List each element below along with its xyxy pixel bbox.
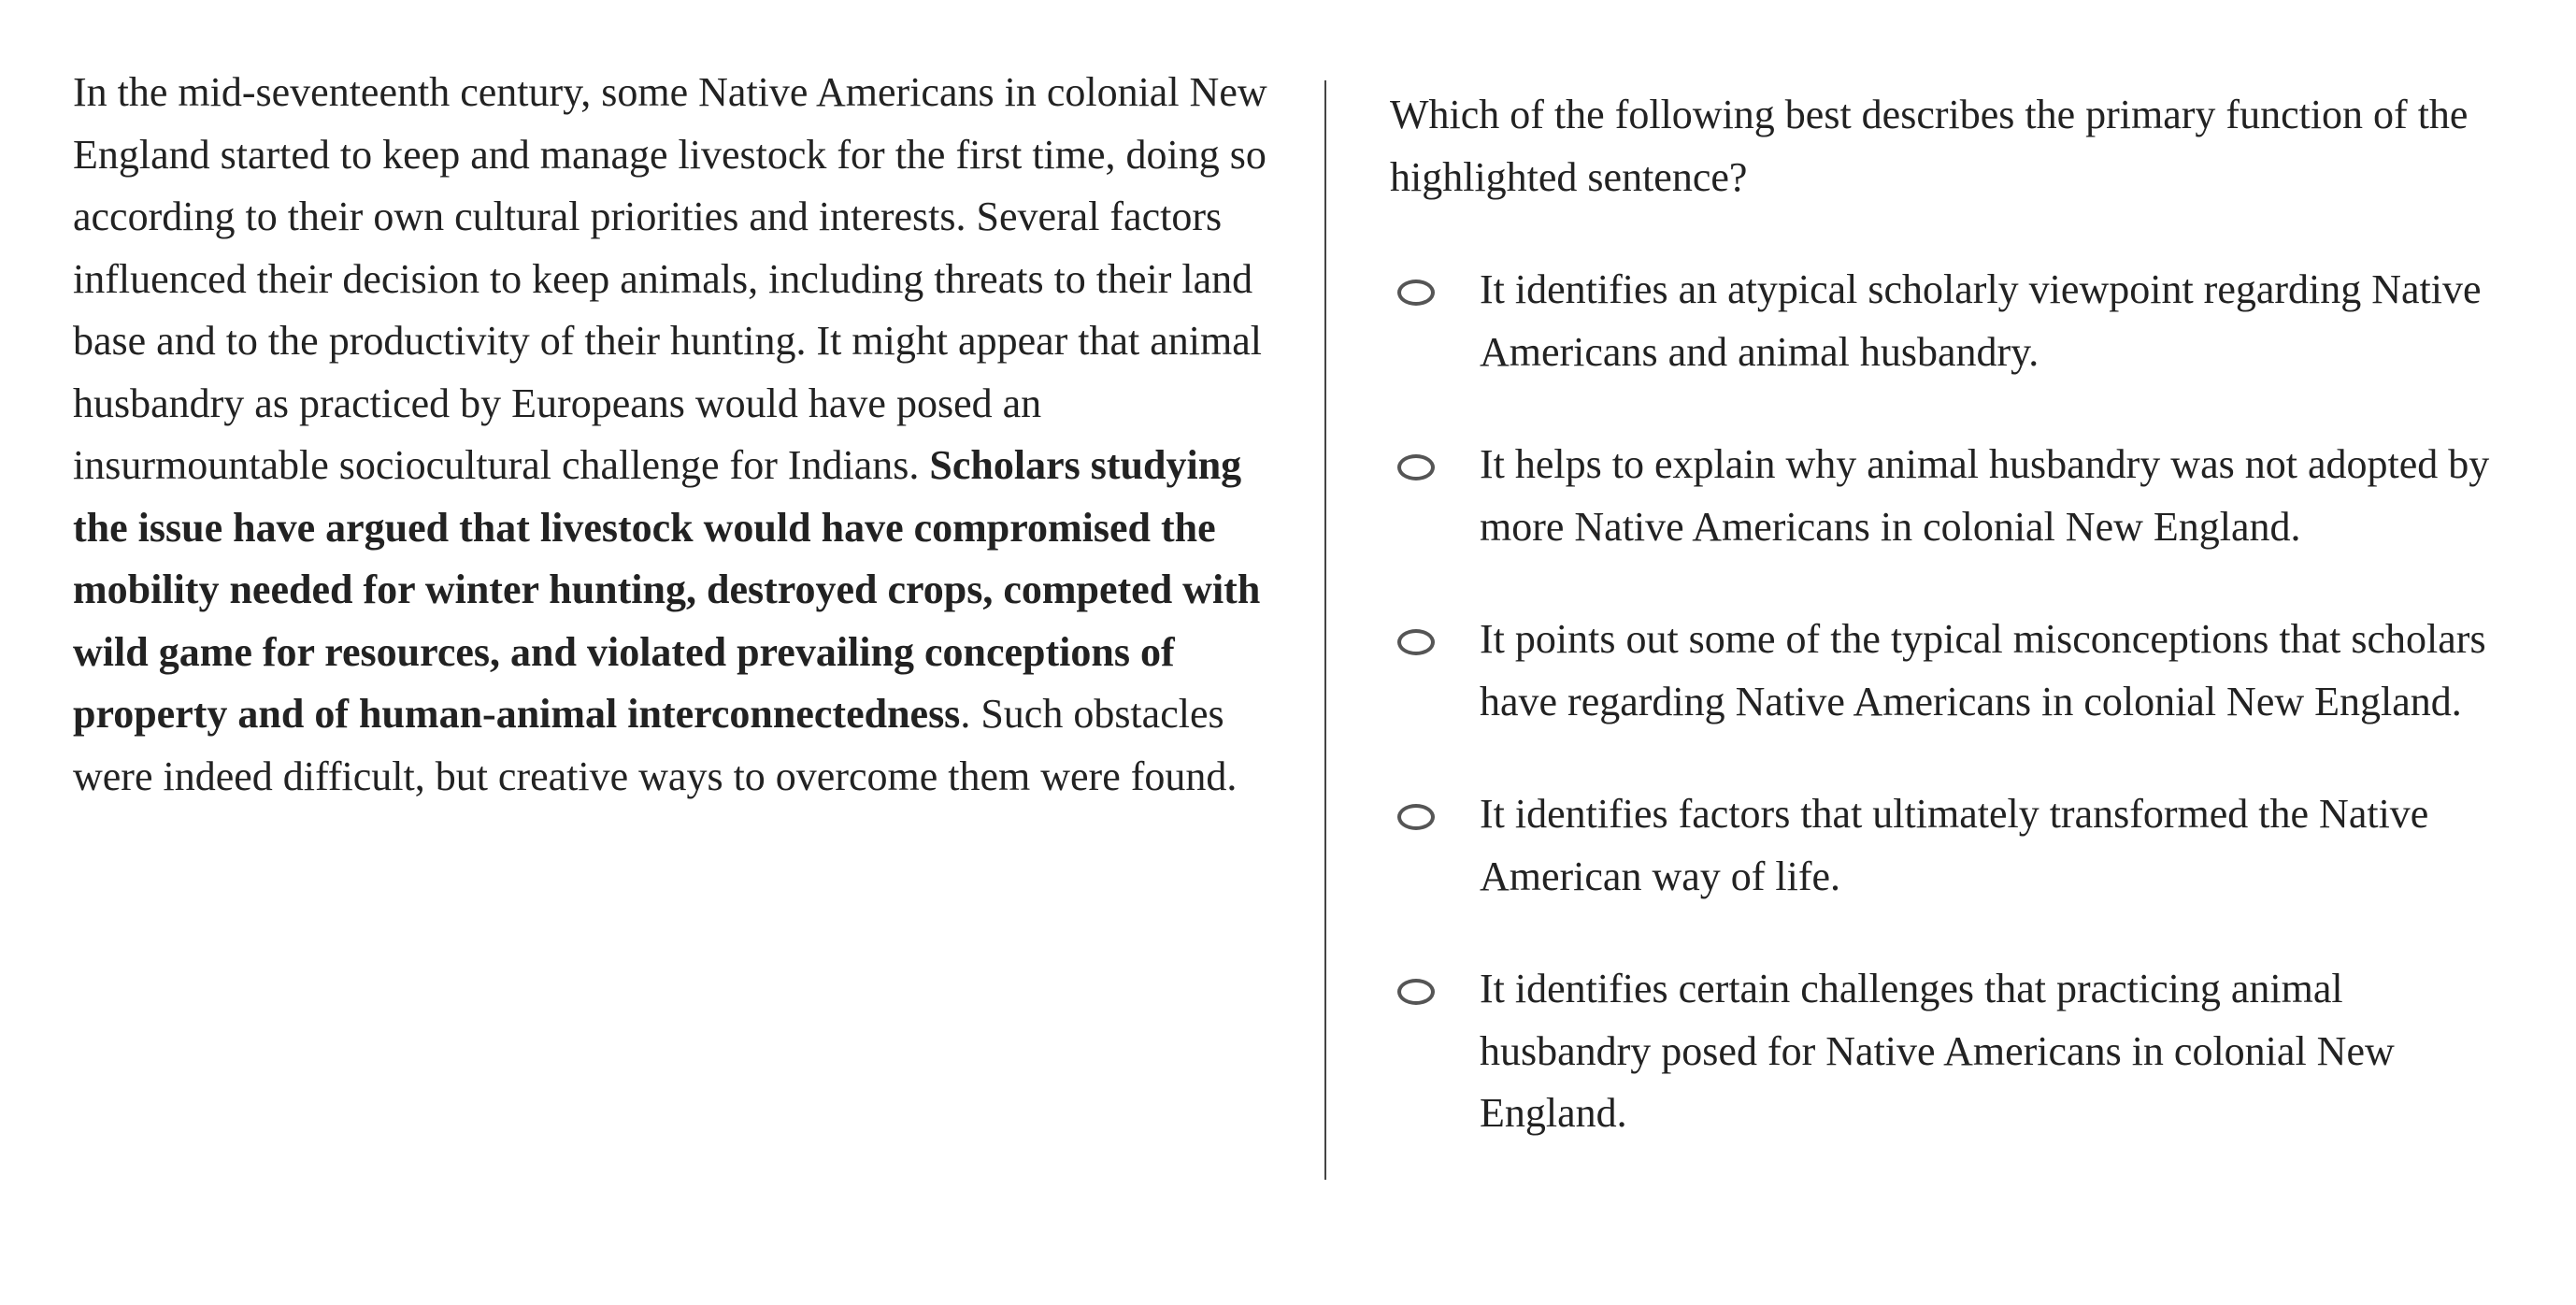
question-pane <box>1390 84 2530 1196</box>
pane-divider <box>1324 80 1326 1180</box>
answer-choice-text: It helps to explain why animal husbandry was not adopted by more Native Americans in colonial New England. <box>1480 441 2490 550</box>
answer-choice-d[interactable] <box>1390 783 2530 908</box>
answer-choice-text: It identifies certain challenges that practicing animal husbandry posed for Native Americans in colonial New England. <box>1480 966 2395 1136</box>
answer-choice-b[interactable] <box>1390 434 2530 558</box>
passage-intro-text: In the mid-seventeenth century, some Native Americans in colonial New England started to keep and manage livestock for the first time, doing so according to their own cultural priorities and interests. Several factors influenced their decision to keep animals, including threats to their land base and to the productivity of their hunting. It might appear that animal husbandry as practiced by Europeans would have posed an insurmountable sociocultural challenge for Indians. <box>73 69 1267 488</box>
answer-choice-text: It identifies an atypical scholarly viewpoint regarding Native Americans and animal husbandry. <box>1480 266 2482 375</box>
passage-paragraph <box>73 62 1279 808</box>
radio-button-icon[interactable] <box>1397 629 1435 655</box>
answer-choices <box>1390 259 2530 1145</box>
answer-choice-e[interactable] <box>1390 958 2530 1145</box>
answer-choice-text: It points out some of the typical misconceptions that scholars have regarding Native Americans in colonial New England. <box>1480 616 2486 724</box>
answer-choice-text: It identifies factors that ultimately transformed the Native American way of life. <box>1480 791 2429 899</box>
answer-choice-c[interactable] <box>1390 609 2530 733</box>
highlighted-sentence: Scholars studying the issue have argued that livestock would have compromised the mobility needed for winter hunting, destroyed crops, competed with wild game for resources, and violated prevailing conceptions of property and of human-animal interconnectedness <box>73 442 1261 737</box>
question-stem: Which of the following best describes the primary function of the highlighted sentence? <box>1390 92 2469 200</box>
radio-button-icon[interactable] <box>1397 280 1435 306</box>
answer-choice-a[interactable] <box>1390 259 2530 383</box>
passage-outro-text: . Such obstacles were indeed difficult, but creative ways to overcome them were found. <box>73 691 1238 799</box>
radio-button-icon[interactable] <box>1397 804 1435 830</box>
radio-button-icon[interactable] <box>1397 979 1435 1005</box>
passage-pane <box>73 62 1279 808</box>
radio-button-icon[interactable] <box>1397 454 1435 480</box>
